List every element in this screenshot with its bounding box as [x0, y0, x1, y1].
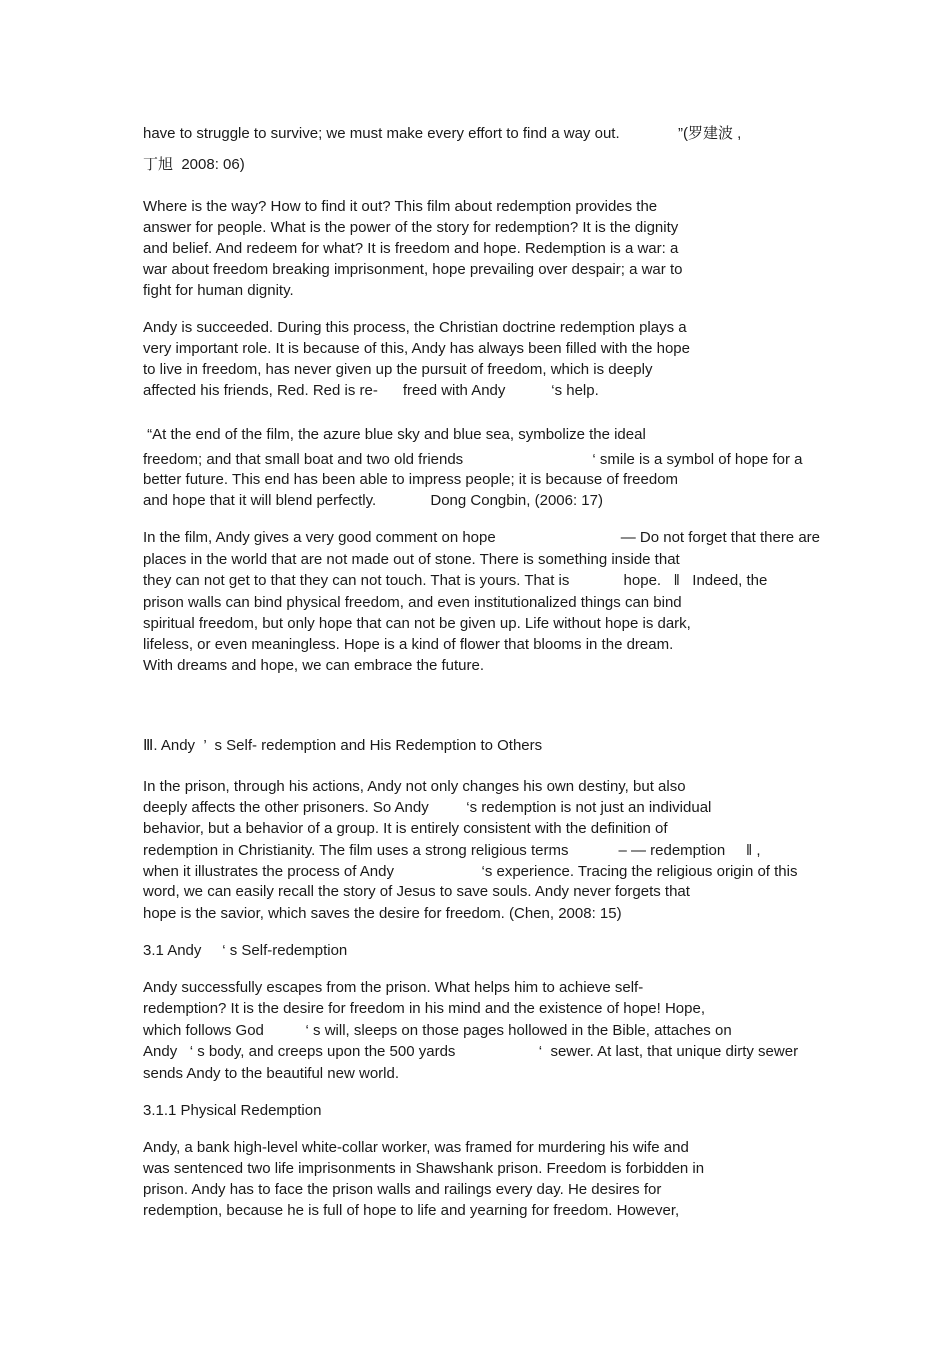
- text-line: affected his friends, Red. Red is re- freed with Andy ‘s help.: [143, 382, 599, 399]
- text-line: In the prison, through his actions, Andy not only changes his own destiny, but also: [143, 778, 686, 795]
- text-line: was sentenced two life imprisonments in Shawshank prison. Freedom is forbidden in: [143, 1160, 705, 1177]
- text-line: which follows God ‘ s will, sleeps on those pages hollowed in the Bible, attaches on: [143, 1022, 732, 1039]
- text-line: 丁旭 2008: 06): [143, 156, 245, 173]
- text-line: when it illustrates the process of Andy ‘s experience. Tracing the religious origin of this: [143, 863, 798, 880]
- subsection-heading: 3.1 Andy ‘ s Self-redemption: [143, 942, 348, 959]
- text-line: sends Andy to the beautiful new world.: [143, 1065, 399, 1082]
- text-line: to live in freedom, has never given up the pursuit of freedom, which is deeply: [143, 361, 653, 378]
- text-line: deeply affects the other prisoners. So Andy ‘s redemption is not just an individual: [143, 799, 712, 816]
- text-line: redemption? It is the desire for freedom in his mind and the existence of hope! Hope,: [143, 1000, 705, 1017]
- text-line: have to struggle to survive; we must make every effort to find a way out. ”(罗建波 ,: [143, 125, 742, 142]
- text-line: freedom; and that small boat and two old friends ‘ smile is a symbol of hope for a: [143, 451, 803, 468]
- text-line: places in the world that are not made out of stone. There is something inside that: [143, 551, 680, 568]
- text-line: answer for people. What is the power of the story for redemption? It is the dignity: [143, 219, 679, 236]
- text-line: Andy successfully escapes from the prison. What helps him to achieve self-: [143, 979, 644, 996]
- subsection-heading: 3.1.1 Physical Redemption: [143, 1102, 322, 1119]
- text-line: prison walls can bind physical freedom, and even institutionalized things can bind: [143, 594, 682, 611]
- text-line: behavior, but a behavior of a group. It is entirely consistent with the definition of: [143, 820, 668, 837]
- text-line: very important role. It is because of this, Andy has always been filled with the hope: [143, 340, 690, 357]
- text-line: war about freedom breaking imprisonment, hope prevailing over despair; a war to: [143, 261, 683, 278]
- text-line: prison. Andy has to face the prison walls and railings every day. He desires for: [143, 1181, 662, 1198]
- text-line: In the film, Andy gives a very good comment on hope — Do not forget that there are: [143, 529, 820, 546]
- text-line: Andy is succeeded. During this process, the Christian doctrine redemption plays a: [143, 319, 687, 336]
- text-line: they can not get to that they can not touch. That is yours. That is hope. ‖ Indeed, the: [143, 572, 768, 589]
- section-heading: Ⅲ. Andy ’ s Self- redemption and His Redemption to Others: [143, 737, 543, 754]
- text-line: hope is the savior, which saves the desire for freedom. (Chen, 2008: 15): [143, 905, 622, 922]
- text-line: better future. This end has been able to impress people; it is because of freedom: [143, 471, 679, 488]
- text-line: redemption in Christianity. The film uses a strong religious terms – — redemption ‖ ,: [143, 842, 761, 859]
- text-line: “At the end of the film, the azure blue sky and blue sea, symbolize the ideal: [143, 426, 646, 443]
- text-line: lifeless, or even meaningless. Hope is a kind of flower that blooms in the dream.: [143, 636, 674, 653]
- text-line: fight for human dignity.: [143, 282, 294, 299]
- text-line: redemption, because he is full of hope to life and yearning for freedom. However,: [143, 1202, 680, 1219]
- text-line: With dreams and hope, we can embrace the future.: [143, 657, 485, 674]
- text-line: and belief. And redeem for what? It is freedom and hope. Redemption is a war: a: [143, 240, 679, 257]
- text-line: word, we can easily recall the story of Jesus to save souls. Andy never forgets that: [143, 883, 690, 900]
- text-line: and hope that it will blend perfectly. Dong Congbin, (2006: 17): [143, 492, 603, 509]
- text-line: Andy, a bank high-level white-collar worker, was framed for murdering his wife and: [143, 1139, 689, 1156]
- text-line: Andy ‘ s body, and creeps upon the 500 yards ‘ sewer. At last, that unique dirty sewer: [143, 1043, 799, 1060]
- text-line: spiritual freedom, but only hope that can not be given up. Life without hope is dark,: [143, 615, 691, 632]
- text-line: Where is the way? How to find it out? This film about redemption provides the: [143, 198, 658, 215]
